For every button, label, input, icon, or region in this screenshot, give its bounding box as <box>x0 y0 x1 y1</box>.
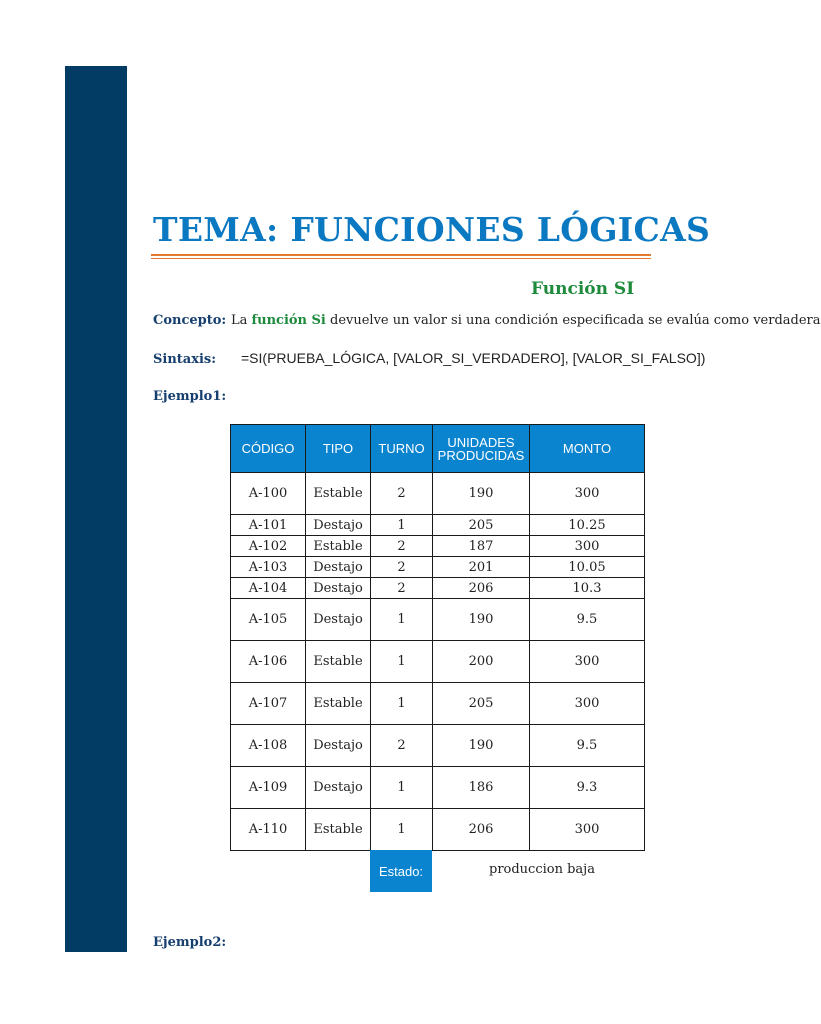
ejemplo1-table <box>230 424 645 851</box>
cell-codigo[interactable]: A-100 <box>231 473 306 515</box>
cell-tipo[interactable]: Destajo <box>306 725 371 767</box>
cell-unidades[interactable]: 201 <box>433 557 530 578</box>
cell-tipo[interactable]: Destajo <box>306 557 371 578</box>
cell-tipo[interactable]: Destajo <box>306 515 371 536</box>
cell-turno[interactable]: 1 <box>371 683 433 725</box>
cell-unidades[interactable]: 205 <box>433 683 530 725</box>
concepto-label: Concepto: <box>153 313 227 328</box>
cell-unidades[interactable]: 187 <box>433 536 530 557</box>
header-unidades-line2: PRODUCIDAS <box>437 447 525 463</box>
cell-monto[interactable]: 300 <box>530 641 645 683</box>
cell-codigo[interactable]: A-103 <box>231 557 306 578</box>
cell-unidades[interactable]: 206 <box>433 578 530 599</box>
page-title: TEMA: FUNCIONES LÓGICAS <box>153 210 711 249</box>
concepto-highlight: función Si <box>251 313 326 328</box>
table-row <box>231 641 645 683</box>
ejemplo1-label: Ejemplo1: <box>153 389 227 404</box>
table-row <box>231 473 645 515</box>
header-monto: MONTO <box>530 425 645 473</box>
header-tipo: TIPO <box>306 425 371 473</box>
concepto-text <box>231 313 821 328</box>
cell-codigo[interactable]: A-108 <box>231 725 306 767</box>
title-underline <box>151 254 651 256</box>
cell-turno[interactable]: 2 <box>371 473 433 515</box>
cell-turno[interactable]: 1 <box>371 515 433 536</box>
cell-unidades[interactable]: 190 <box>433 473 530 515</box>
cell-monto[interactable]: 9.3 <box>530 767 645 809</box>
cell-monto[interactable]: 10.3 <box>530 578 645 599</box>
sheet-content <box>127 0 821 1024</box>
cell-unidades[interactable]: 206 <box>433 809 530 851</box>
cell-monto[interactable]: 9.5 <box>530 599 645 641</box>
cell-tipo[interactable]: Estable <box>306 809 371 851</box>
cell-codigo[interactable]: A-110 <box>231 809 306 851</box>
cell-tipo[interactable]: Destajo <box>306 767 371 809</box>
title-underline-thin <box>151 258 651 259</box>
cell-monto[interactable]: 9.5 <box>530 725 645 767</box>
table-row <box>231 557 645 578</box>
cell-tipo[interactable]: Estable <box>306 536 371 557</box>
cell-codigo[interactable]: A-102 <box>231 536 306 557</box>
cell-turno[interactable]: 2 <box>371 536 433 557</box>
cell-turno[interactable]: 2 <box>371 725 433 767</box>
cell-turno[interactable]: 1 <box>371 641 433 683</box>
table-header-row <box>231 425 645 473</box>
section-subtitle: Función SI <box>531 279 635 299</box>
cell-turno[interactable]: 1 <box>371 767 433 809</box>
cell-monto[interactable]: 300 <box>530 809 645 851</box>
cell-turno[interactable]: 1 <box>371 809 433 851</box>
header-codigo: CÓDIGO <box>231 425 306 473</box>
cell-tipo[interactable]: Destajo <box>306 599 371 641</box>
table-row <box>231 536 645 557</box>
cell-monto[interactable]: 300 <box>530 683 645 725</box>
cell-turno[interactable]: 2 <box>371 578 433 599</box>
cell-monto[interactable]: 300 <box>530 473 645 515</box>
cell-turno[interactable]: 1 <box>371 599 433 641</box>
sintaxis-formula: =SI(PRUEBA_LÓGICA, [VALOR_SI_VERDADERO], [VALOR_SI_FALSO]) <box>241 350 706 366</box>
cell-codigo[interactable]: A-105 <box>231 599 306 641</box>
table-row <box>231 578 645 599</box>
cell-tipo[interactable]: Estable <box>306 641 371 683</box>
table-row <box>231 599 645 641</box>
concepto-rest: devuelve un valor si una condición especificada se evalúa como verdadera <box>330 313 821 328</box>
cell-codigo[interactable]: A-109 <box>231 767 306 809</box>
table-row <box>231 809 645 851</box>
table-row <box>231 515 645 536</box>
concepto-prefix: La <box>231 313 248 328</box>
cell-unidades[interactable]: 190 <box>433 725 530 767</box>
cell-codigo[interactable]: A-104 <box>231 578 306 599</box>
cell-unidades[interactable]: 205 <box>433 515 530 536</box>
cell-monto[interactable]: 300 <box>530 536 645 557</box>
estado-label: Estado: <box>370 850 432 892</box>
cell-tipo[interactable]: Destajo <box>306 578 371 599</box>
table-row <box>231 725 645 767</box>
cell-unidades[interactable]: 200 <box>433 641 530 683</box>
cell-turno[interactable]: 2 <box>371 557 433 578</box>
header-unidades <box>433 425 530 473</box>
cell-codigo[interactable]: A-107 <box>231 683 306 725</box>
estado-value: produccion baja <box>489 862 595 877</box>
ejemplo2-label: Ejemplo2: <box>153 935 227 950</box>
left-sidebar-band <box>65 66 127 952</box>
table-body <box>231 473 645 851</box>
header-unidades-line1: UNIDADES <box>447 434 515 450</box>
cell-codigo[interactable]: A-106 <box>231 641 306 683</box>
cell-tipo[interactable]: Estable <box>306 683 371 725</box>
cell-unidades[interactable]: 186 <box>433 767 530 809</box>
cell-unidades[interactable]: 190 <box>433 599 530 641</box>
table-row <box>231 683 645 725</box>
cell-monto[interactable]: 10.05 <box>530 557 645 578</box>
cell-monto[interactable]: 10.25 <box>530 515 645 536</box>
sintaxis-label: Sintaxis: <box>153 352 217 367</box>
header-turno: TURNO <box>371 425 433 473</box>
cell-tipo[interactable]: Estable <box>306 473 371 515</box>
cell-codigo[interactable]: A-101 <box>231 515 306 536</box>
table-row <box>231 767 645 809</box>
